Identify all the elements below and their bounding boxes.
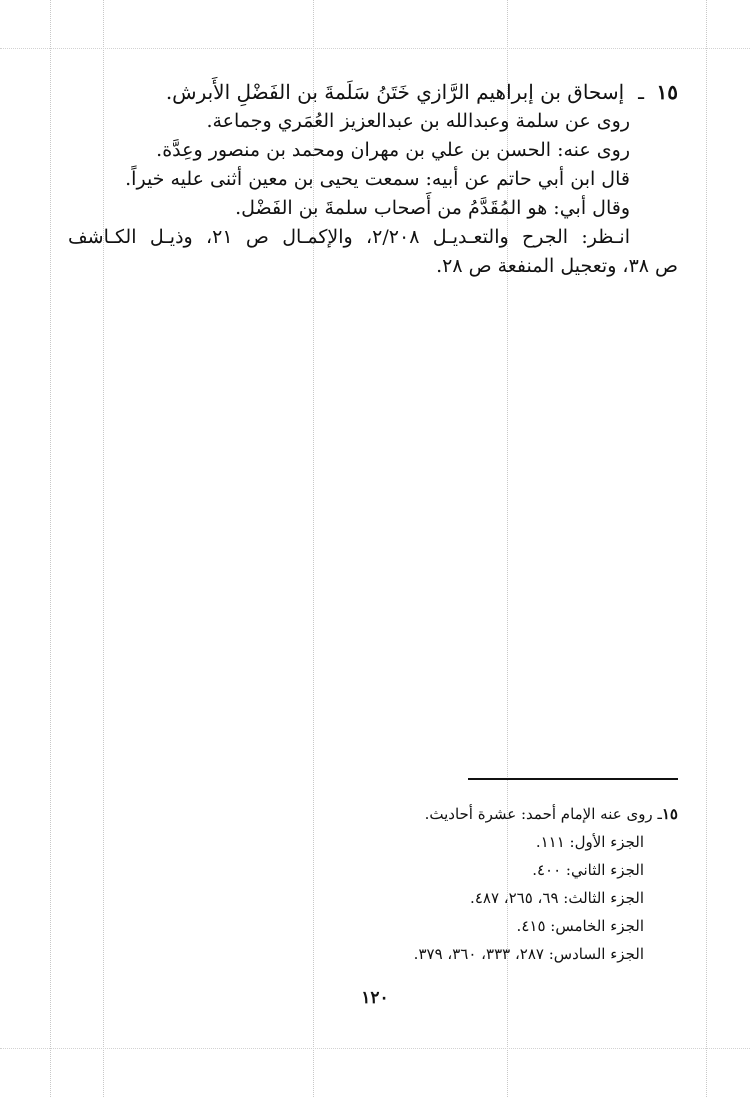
entry-line: روى عنه: الحسن بن علي بن مهران ومحمد بن منصور وعِدَّة. bbox=[156, 139, 630, 161]
entry-line: روى عن سلمة وعبدالله بن عبدالعزيز العُمَري وجماعة. bbox=[206, 110, 630, 132]
footnote-separator bbox=[468, 778, 678, 780]
scan-guide-line bbox=[0, 1048, 750, 1049]
footnote-line: الجزء السادس: ٢٨٧، ٣٣٣، ٣٦٠، ٣٧٩. bbox=[413, 945, 644, 963]
footnote-line: الجزء الخامس: ٤١٥. bbox=[516, 917, 644, 935]
footnote-line: الجزء الأول: ١١١. bbox=[535, 833, 644, 851]
footnote-block bbox=[78, 800, 678, 968]
footnote-heading bbox=[78, 800, 678, 828]
footnote-dash: ـ bbox=[657, 805, 662, 823]
scan-guide-line bbox=[0, 48, 750, 49]
entry-dash: ـ bbox=[638, 80, 644, 104]
footnote-number: ١٥ bbox=[661, 805, 678, 823]
entry-body bbox=[68, 78, 678, 281]
entry-line: وقال أبي: هو المُقَدَّمُ من أَصحاب سلمةَ بن الفَضْل. bbox=[235, 197, 630, 219]
entry-line: ص ٣٨، وتعجيل المنفعة ص ٢٨. bbox=[436, 255, 678, 277]
entry-title: إسحاق بن إبراهيم الرَّازي خَتَنُ سَلَمةَ بن الفَضْلِ الأَبرش. bbox=[165, 80, 625, 104]
footnote-intro: روى عنه الإمام أحمد: عشرة أحاديث. bbox=[424, 805, 653, 823]
footnote-line: الجزء الثاني: ٤٠٠. bbox=[532, 861, 644, 879]
scan-guide-line bbox=[706, 0, 707, 1097]
entry-number: ١٥ bbox=[656, 80, 678, 104]
entry-line: قال ابن أبي حاتم عن أبيه: سمعت يحيى بن معين أثنى عليه خيراً. bbox=[125, 168, 630, 190]
entry-heading bbox=[68, 78, 678, 107]
page-number: ١٢٠ bbox=[361, 988, 389, 1008]
scan-guide-line bbox=[50, 0, 51, 1097]
footnote-line: الجزء الثالث: ٦٩، ٢٦٥، ٤٨٧. bbox=[470, 889, 644, 907]
entry-line: انـظر: الجرح والتعـديـل ٢/٢٠٨، والإكمـال ص ٢١، وذيـل الكـاشف bbox=[68, 226, 630, 248]
